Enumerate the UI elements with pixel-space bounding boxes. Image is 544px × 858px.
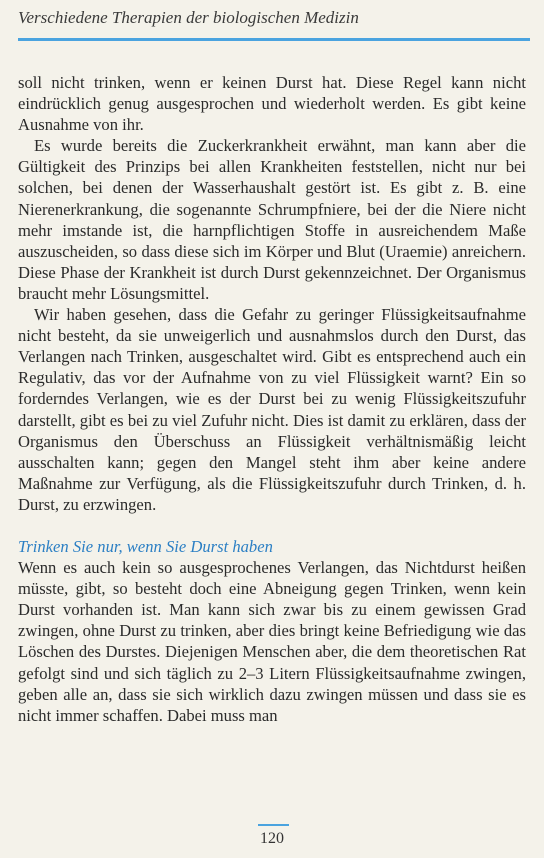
footer-rule — [258, 824, 289, 826]
paragraph-3: Wir haben gesehen, dass die Gefahr zu geringer Flüssigkeitsaufnahme nicht besteht, da sie unweigerlich und ausnahmslos durch den Durst, das Verlangen nach Trinken, ausgeschaltet wird. Gibt es entsprechend auch ein Regulativ, das vor der Aufnahme von zu viel Flüssigkeit warnt? Ein so forderndes Verlangen, wie es der Durst bei zu wenig Flüssigkeitszufuhr darstellt, gibt es bei zu viel Zufuhr nicht. Dies ist damit zu erklären, dass der Organismus den Überschuss an Flüssigkeit verhältnismäßig leicht ausschalten kann; gegen den Mangel steht ihm aber keine andere Maßnahme zur Verfügung, als die Flüssigkeitszufuhr durch Trinken, d. h. Durst, zu erzwingen. — [18, 305, 526, 514]
paragraph-1: soll nicht trinken, wenn er keinen Durst hat. Diese Regel kann nicht eindrücklich genug ausgesprochen und wiederholt werden. Es gibt keine Ausnahme von ihr. — [18, 73, 526, 135]
page-number: 120 — [260, 830, 284, 847]
section-paragraph: Wenn es auch kein so ausgesprochenes Verlangen, das Nichtdurst heißen müsste, gibt, so besteht doch eine Abneigung gegen Trinken, wenn kein Durst vorhanden ist. Man kann sich zwar bis zu einem gewissen Grad zwingen, ohne Durst zu trinken, aber dies bringt keine Befriedigung wie das Löschen des Durstes. Diejenigen Menschen aber, die dem theoretischen Rat gefolgt sind und sich täglich zu 2–3 Litern Flüssigkeitsaufnahme zwingen, geben alle an, dass sie sich wirklich dazu zwingen müssen und dass sie es nicht immer schaffen. Dabei muss man — [18, 558, 526, 725]
running-header: Verschiedene Therapien der biologischen Medizin — [18, 8, 359, 27]
paragraph-2: Es wurde bereits die Zuckerkrankheit erwähnt, man kann aber die Gültigkeit des Prinzips bei allen Krankheiten feststellen, nicht nur bei solchen, bei denen der Wasserhaushalt gestört ist. Es gibt z. B. eine Nierenerkrankung, die sogenannte Schrumpfniere, bei der die Niere nicht mehr imstande ist, die harnpflichtigen Stoffe in ausreichendem Maße auszuscheiden, so dass diese sich im Körper und Blut (Uraemie) anreichern. Diese Phase der Krankheit ist durch Durst gekennzeichnet. Der Organismus braucht mehr Lösungsmittel. — [18, 136, 526, 303]
body-text — [18, 72, 526, 726]
section-heading: Trinken Sie nur, wenn Sie Durst haben — [18, 536, 273, 556]
header-rule — [18, 38, 530, 41]
